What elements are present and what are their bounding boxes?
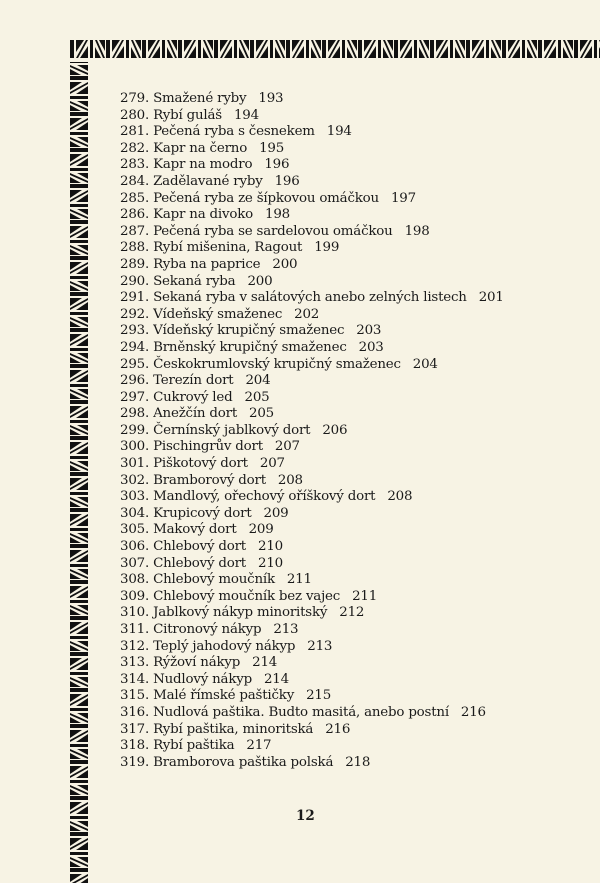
entry-title: Pečená ryba s česnekem (153, 124, 315, 140)
toc-entry (120, 605, 504, 622)
toc-entry (120, 473, 504, 490)
toc-entry (120, 406, 504, 423)
entry-number: 314. (120, 671, 150, 687)
entry-page: 218 (345, 754, 371, 770)
toc-entry (120, 290, 504, 307)
entry-page: 215 (306, 688, 332, 704)
entry-number: 296. (120, 373, 150, 389)
entry-page: 198 (265, 207, 290, 223)
entry-page: 197 (390, 190, 416, 206)
entry-number: 280. (120, 107, 150, 123)
entry-title: Rybí paštika, minoritská (153, 721, 314, 737)
entry-page: 216 (325, 721, 351, 737)
entry-page: 205 (249, 406, 274, 422)
entry-title: Chlebový moučník (153, 572, 275, 588)
entry-page: 208 (277, 472, 303, 488)
toc-entry (120, 157, 504, 174)
entry-page: 211 (286, 572, 312, 588)
decorative-border-left (70, 40, 88, 883)
entry-number: 286. (120, 207, 150, 223)
entry-title: Malé římské paštičky (153, 688, 295, 704)
toc-entry (120, 207, 504, 224)
entry-page: 204 (245, 373, 271, 389)
entry-title: Černínský jablkový dort (153, 422, 311, 438)
entry-page: 212 (339, 605, 365, 621)
entry-number: 281. (120, 124, 150, 140)
entry-number: 295. (120, 356, 150, 372)
toc-entry (120, 556, 504, 573)
entry-page: 195 (259, 140, 285, 156)
toc-entry (120, 688, 504, 705)
entry-page: 201 (478, 290, 504, 306)
entry-number: 291. (120, 290, 150, 306)
toc-entry (120, 738, 504, 755)
entry-title: Smažené ryby (153, 91, 247, 106)
entry-title: Anežčín dort (153, 406, 238, 422)
entry-page: 198 (404, 223, 430, 239)
entry-page: 203 (356, 323, 382, 339)
toc-entry (120, 224, 504, 241)
entry-title: Rybí guláš (153, 107, 222, 123)
entry-page: 204 (412, 356, 438, 372)
entry-number: 303. (120, 489, 150, 505)
entry-title: Pečená ryba ze šípkovou omáčkou (153, 190, 379, 206)
entry-number: 288. (120, 240, 150, 256)
entry-page: 214 (263, 671, 289, 687)
entry-page: 213 (307, 638, 333, 654)
toc-entry (120, 456, 504, 473)
toc-entry (120, 373, 504, 390)
entry-number: 285. (120, 190, 150, 206)
entry-number: 312. (120, 638, 150, 654)
toc-entry (120, 307, 504, 324)
entry-number: 279. (120, 91, 150, 106)
entry-page: 206 (322, 422, 348, 438)
entry-number: 298. (120, 406, 150, 422)
entry-page: 199 (314, 240, 340, 256)
entry-number: 284. (120, 173, 150, 189)
toc-entry (120, 91, 504, 108)
toc-entry (120, 240, 504, 257)
entry-number: 292. (120, 306, 150, 322)
entry-number: 293. (120, 323, 150, 339)
entry-page: 200 (272, 256, 298, 272)
entry-number: 294. (120, 339, 150, 355)
entry-number: 304. (120, 505, 150, 521)
entry-title: Rybí paštika (153, 738, 235, 754)
entry-page: 193 (258, 91, 284, 106)
toc-entry (120, 124, 504, 141)
entry-title: Teplý jahodový nákyp (153, 638, 296, 654)
entry-page: 216 (460, 704, 486, 720)
entry-number: 311. (120, 622, 150, 637)
entry-number: 282. (120, 140, 150, 156)
toc-entry (120, 672, 504, 689)
entry-title: Chlebový dort (153, 539, 246, 555)
toc-entry (120, 489, 504, 506)
toc-entry (120, 340, 504, 357)
entry-title: Chlebový dort (153, 555, 246, 571)
entry-page: 209 (263, 505, 289, 521)
entry-number: 305. (120, 522, 150, 538)
entry-title: Kapr na modro (153, 157, 253, 173)
entry-title: Ryba na paprice (153, 256, 261, 272)
entry-title: Vídeňský smaženec (153, 306, 283, 322)
entry-number: 302. (120, 472, 150, 488)
entry-title: Bramborový dort (153, 472, 266, 488)
entry-title: Českokrumlovský krupičný smaženec (153, 356, 401, 372)
entry-title: Vídeňský krupičný smaženec (153, 323, 345, 339)
entry-number: 289. (120, 256, 150, 272)
entry-title: Cukrový led (153, 389, 233, 405)
entry-title: Makový dort (153, 522, 237, 538)
entry-page: 210 (258, 539, 283, 555)
entry-number: 309. (120, 588, 150, 604)
toc-entry (120, 572, 504, 589)
toc-entry (120, 755, 504, 772)
toc-entry (120, 722, 504, 739)
toc-entry (120, 589, 504, 606)
toc-entry (120, 323, 504, 340)
entry-page: 207 (259, 456, 285, 472)
toc-entry (120, 423, 504, 440)
entry-number: 316. (120, 704, 150, 720)
entry-number: 313. (120, 655, 150, 671)
entry-page: 209 (248, 522, 274, 538)
entry-page: 207 (274, 439, 300, 455)
entry-page: 210 (258, 555, 283, 571)
entry-title: Rýžoví nákyp (153, 655, 241, 671)
entry-page: 203 (358, 339, 384, 355)
toc-entry (120, 191, 504, 208)
page-number: 12 (296, 808, 315, 824)
entry-page: 196 (274, 173, 300, 189)
entry-number: 318. (120, 738, 150, 754)
entry-number: 310. (120, 605, 150, 621)
entry-title: Citronový nákyp (153, 622, 262, 637)
toc-entry (120, 622, 504, 639)
entry-title: Jablkový nákyp minoritský (153, 605, 328, 621)
entry-title: Nudlová paštika. Budto masitá, anebo postní (153, 704, 449, 720)
entry-title: Piškotový dort (153, 456, 248, 472)
entry-title: Nudlový nákyp (153, 671, 252, 687)
entry-title: Pischingrův dort (153, 439, 263, 455)
entry-title: Kapr na černo (153, 140, 248, 156)
toc-entry (120, 357, 504, 374)
toc-entry (120, 506, 504, 523)
toc-entry (120, 174, 504, 191)
entry-number: 290. (120, 273, 150, 289)
entry-page: 194 (326, 124, 352, 140)
entry-page: 200 (247, 273, 273, 289)
entry-title: Bramborova paštika polská (153, 754, 334, 770)
entry-title: Terezín dort (153, 373, 234, 389)
entry-page: 196 (264, 157, 290, 173)
entry-title: Mandlový, ořechový oříškový dort (153, 489, 376, 505)
entry-number: 319. (120, 754, 150, 770)
entry-title: Brněnský krupičný smaženec (153, 339, 347, 355)
table-of-contents (120, 91, 504, 771)
entry-number: 306. (120, 539, 150, 555)
entry-title: Rybí mišenina, Ragout (153, 240, 303, 256)
toc-entry (120, 639, 504, 656)
toc-entry (120, 439, 504, 456)
toc-entry (120, 274, 504, 291)
entry-number: 317. (120, 721, 150, 737)
entry-page: 213 (273, 622, 299, 637)
entry-number: 308. (120, 572, 150, 588)
entry-title: Krupicový dort (153, 505, 252, 521)
entry-number: 287. (120, 223, 150, 239)
decorative-border-top (70, 40, 600, 58)
entry-title: Zadělavané ryby (153, 173, 263, 189)
entry-number: 315. (120, 688, 150, 704)
entry-title: Chlebový moučník bez vajec (153, 588, 341, 604)
entry-number: 300. (120, 439, 150, 455)
entry-title: Pečená ryba se sardelovou omáčkou (153, 223, 393, 239)
entry-title: Sekaná ryba (153, 273, 236, 289)
entry-page: 214 (252, 655, 278, 671)
toc-entry (120, 108, 504, 125)
entry-page: 208 (387, 489, 413, 505)
entry-page: 211 (352, 588, 378, 604)
entry-number: 301. (120, 456, 150, 472)
entry-page: 205 (244, 389, 270, 405)
toc-entry (120, 257, 504, 274)
entry-number: 307. (120, 555, 150, 571)
entry-number: 283. (120, 157, 150, 173)
entry-page: 202 (294, 306, 320, 322)
toc-entry (120, 390, 504, 407)
entry-page: 194 (233, 107, 259, 123)
toc-entry (120, 141, 504, 158)
toc-entry (120, 539, 504, 556)
entry-number: 299. (120, 422, 150, 438)
toc-entry (120, 655, 504, 672)
toc-entry (120, 705, 504, 722)
entry-title: Sekaná ryba v salátových anebo zelných listech (153, 290, 467, 306)
entry-page: 217 (246, 738, 272, 754)
entry-number: 297. (120, 389, 150, 405)
entry-title: Kapr na divoko (153, 207, 254, 223)
toc-entry (120, 522, 504, 539)
